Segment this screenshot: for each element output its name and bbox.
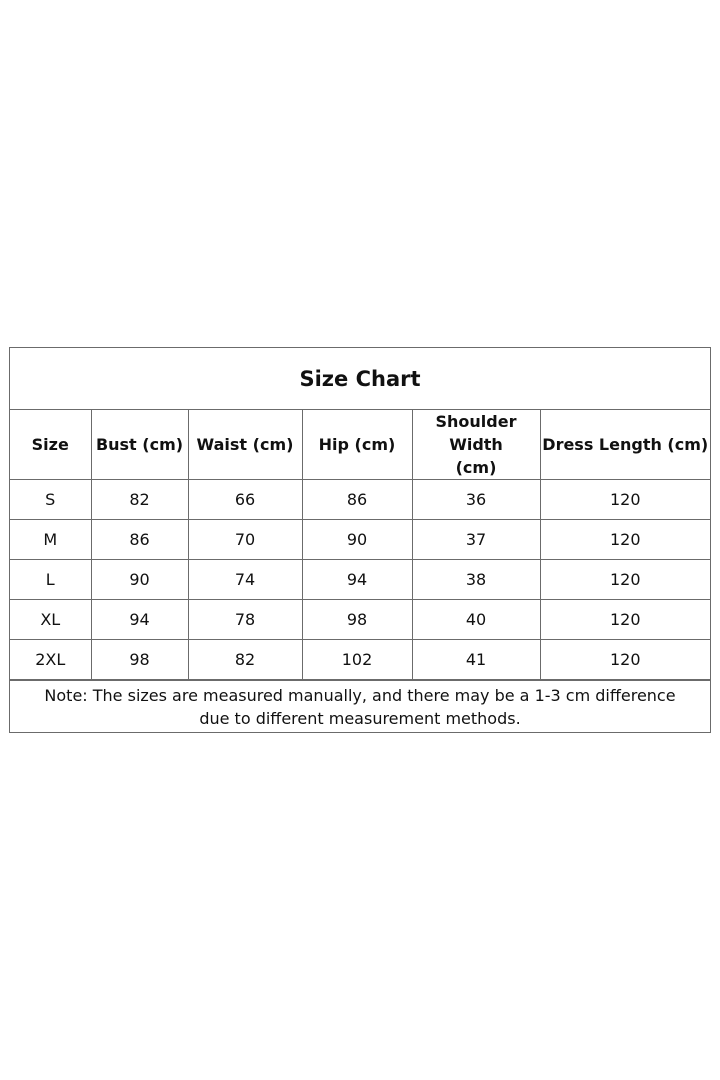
- cell-waist: 82: [188, 640, 302, 680]
- cell-waist: 70: [188, 520, 302, 560]
- cell-bust: 94: [91, 600, 188, 640]
- cell-size: M: [10, 520, 91, 560]
- cell-hip: 94: [302, 560, 412, 600]
- cell-bust: 98: [91, 640, 188, 680]
- cell-hip: 90: [302, 520, 412, 560]
- header-waist: Waist (cm): [188, 410, 302, 480]
- header-shoulder-width: Shoulder Width (cm): [412, 410, 540, 480]
- cell-hip: 86: [302, 480, 412, 520]
- cell-bust: 82: [91, 480, 188, 520]
- cell-shoulder-width: 41: [412, 640, 540, 680]
- cell-waist: 78: [188, 600, 302, 640]
- header-hip: Hip (cm): [302, 410, 412, 480]
- header-bust: Bust (cm): [91, 410, 188, 480]
- cell-dress-length: 120: [540, 600, 710, 640]
- table-row: [10, 480, 710, 520]
- cell-dress-length: 120: [540, 640, 710, 680]
- cell-shoulder-width: 36: [412, 480, 540, 520]
- size-note: Note: The sizes are measured manually, and there may be a 1-3 cm difference due to different measurement methods.: [10, 680, 710, 732]
- cell-size: 2XL: [10, 640, 91, 680]
- size-table: [10, 410, 710, 680]
- cell-size: L: [10, 560, 91, 600]
- cell-shoulder-width: 37: [412, 520, 540, 560]
- chart-title: Size Chart: [10, 348, 710, 410]
- table-row: [10, 640, 710, 680]
- cell-shoulder-width: 38: [412, 560, 540, 600]
- header-size: Size: [10, 410, 91, 480]
- cell-bust: 90: [91, 560, 188, 600]
- size-chart: [9, 347, 711, 733]
- cell-dress-length: 120: [540, 520, 710, 560]
- cell-waist: 66: [188, 480, 302, 520]
- header-row: [10, 410, 710, 480]
- cell-size: S: [10, 480, 91, 520]
- cell-bust: 86: [91, 520, 188, 560]
- table-row: [10, 600, 710, 640]
- cell-hip: 102: [302, 640, 412, 680]
- cell-dress-length: 120: [540, 560, 710, 600]
- table-row: [10, 560, 710, 600]
- cell-hip: 98: [302, 600, 412, 640]
- cell-dress-length: 120: [540, 480, 710, 520]
- cell-waist: 74: [188, 560, 302, 600]
- header-dress-length: Dress Length (cm): [540, 410, 710, 480]
- cell-shoulder-width: 40: [412, 600, 540, 640]
- cell-size: XL: [10, 600, 91, 640]
- table-row: [10, 520, 710, 560]
